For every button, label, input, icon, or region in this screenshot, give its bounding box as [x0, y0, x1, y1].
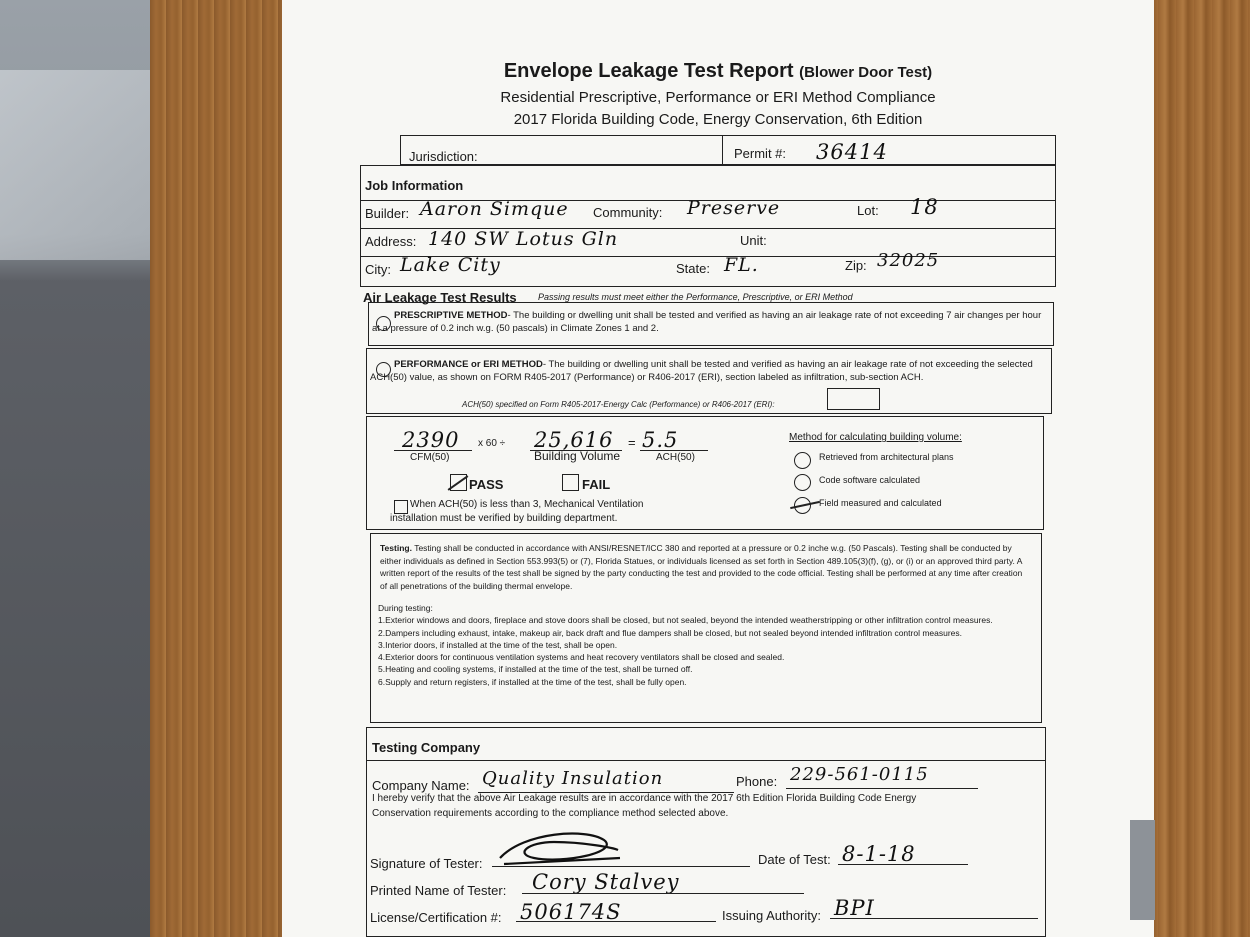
method-title: Method for calculating building volume: — [789, 432, 962, 443]
state-value: FL. — [724, 254, 759, 276]
volume-label: Building Volume — [534, 449, 621, 463]
times-sixty: x 60 ÷ — [478, 438, 506, 449]
zip-value: 32025 — [877, 250, 940, 271]
ach-spec-label: ACH(50) specified on Form R405-2017-Energy Calc (Performance) or R406-2017 (ERI): — [462, 400, 775, 409]
report-subtitle-2: 2017 Florida Building Code, Energy Conservation, 6th Edition — [513, 111, 923, 128]
passing-note: Passing results must meet either the Performance, Prescriptive, or ERI Method — [538, 292, 853, 302]
equals-sign: = — [628, 435, 636, 450]
jurisdiction-row — [400, 135, 1056, 165]
air-leakage-heading: Air Leakage Test Results — [363, 290, 517, 305]
testing-company-box — [366, 727, 1046, 937]
method-option-software: Code software calculated — [819, 475, 921, 485]
verification-line-2: Conservation requirements according to the compliance method selected above. — [372, 808, 729, 819]
unit-label: Unit: — [740, 233, 767, 248]
wood-table-right — [1140, 0, 1250, 937]
company-name-value: Quality Insulation — [482, 768, 664, 789]
printed-name-value: Cory Stalvey — [532, 870, 680, 894]
ach-value: 5.5 — [642, 428, 679, 452]
mv-note-2: installation must be verified by building department. — [390, 513, 618, 524]
jurisdiction-label: Jurisdiction: — [409, 149, 478, 164]
builder-label: Builder: — [365, 206, 410, 221]
zip-label: Zip: — [845, 258, 867, 273]
verification-line-1: I hereby verify that the above Air Leakage results are in accordance with the 2017 6th Edition Florida Building Code Energy — [372, 793, 917, 804]
ach-label: ACH(50) — [656, 452, 695, 463]
method-radio-software[interactable] — [794, 474, 811, 491]
report-subtitle-1: Residential Prescriptive, Performance or ERI Method Compliance — [500, 89, 936, 106]
signature-label: Signature of Tester: — [370, 856, 483, 871]
row-divider — [722, 135, 723, 165]
printed-name-label: Printed Name of Tester: — [370, 883, 507, 898]
testing-company-heading: Testing Company — [372, 740, 481, 755]
mv-note-1: When ACH(50) is less than 3, Mechanical Ventilation — [410, 499, 644, 510]
address-label: Address: — [365, 234, 417, 249]
job-information-heading: Job Information — [365, 178, 464, 193]
date-value: 8-1-18 — [842, 842, 916, 866]
state-label: State: — [676, 261, 710, 276]
cfm-label: CFM(50) — [410, 452, 450, 463]
phone-value: 229-561-0115 — [790, 764, 929, 785]
testing-paragraph: Testing. Testing shall be conducted in accordance with ANSI/RESNET/ICC 380 and reported at a pressure or 0.2 inche w.g. (50 Pascals). Testing shall be conducted by either individuals as defined in Section 553.993(5) or (7), Florida Statues, or individuals licensed as set forth in Section 489.105(3)(f), (g), or (i) or an approved third party. A written report of the results of the test shall be signed by the party conducting the test and provided to the code official. Testing shall be performed at any time after creation of all penetrations of the building thermal envelope. — [380, 543, 1023, 591]
phone-label: Phone: — [736, 774, 778, 789]
method-option-field: Field measured and calculated — [819, 498, 942, 508]
community-value: Preserve — [687, 197, 781, 219]
permit-value: 36414 — [816, 140, 888, 164]
paper-torn-edge — [1130, 820, 1155, 920]
report-title: Envelope Leakage Test Report (Blower Door Test) — [503, 60, 933, 82]
fail-label: FAIL — [582, 477, 611, 492]
builder-value: Aaron Simque — [420, 198, 569, 220]
ach-spec-input[interactable] — [827, 388, 880, 410]
permit-label: Permit #: — [734, 146, 787, 161]
lot-value: 18 — [910, 195, 939, 219]
wood-table-left — [150, 0, 290, 937]
city-value: Lake City — [400, 254, 501, 276]
prescriptive-text: PRESCRIPTIVE METHOD- The building or dwelling unit shall be tested and verified as having an air leakage rate of not exceeding 7 air changes per hour at a pressure of 0.2 inch w.g. (50 pascals) in Climate Zones 1 and 2. — [372, 310, 1042, 334]
pass-label: PASS — [469, 477, 504, 492]
lot-label: Lot: — [857, 203, 879, 218]
address-value: 140 SW Lotus Gln — [428, 228, 619, 250]
performance-text: PERFORMANCE or ERI METHOD- The building or dwelling unit shall be tested and verified as having an air leakage rate of not exceeding the selected ACH(50) value, as shown on FORM R405-2017 (Performance) or R406-2017 (ERI), section labeled as infiltration, sub-section ACH. — [370, 359, 1033, 383]
company-name-label: Company Name: — [372, 778, 470, 793]
license-label: License/Certification #: — [370, 910, 502, 925]
volume-value: 25,616 — [534, 428, 614, 452]
issuing-authority-label: Issuing Authority: — [722, 908, 821, 923]
city-label: City: — [365, 262, 391, 277]
tester-signature — [494, 828, 624, 874]
method-option-plans: Retrieved from architectural plans — [819, 452, 954, 462]
mechanical-ventilation-checkbox[interactable] — [394, 500, 408, 514]
community-label: Community: — [593, 205, 663, 220]
method-radio-plans[interactable] — [794, 452, 811, 469]
date-label: Date of Test: — [758, 852, 831, 867]
license-value: 506174S — [520, 900, 622, 924]
issuing-authority-value: BPI — [834, 896, 875, 920]
during-testing-list: During testing: 1.Exterior windows and doors, fireplace and stove doors shall be closed, but not sealed, beyond the intended weatherstripping or other infiltration control measures. 2.Dampers including exhaust, intake, makeup air, back draft and flue dampers shall be closed, but not sealed beyond intended infiltration control measures. 3.Interior doors, if installed at the time of the test, shall be open. 4.Exterior doors for continuous ventilation systems and heat recovery ventilators shall be closed and sealed. 5.Heating and cooling systems, if installed at the time of the test, shall be turned off. 6.Supply and return registers, if installed at the time of the test, shall be fully open. — [378, 603, 993, 687]
cfm-value: 2390 — [402, 428, 460, 452]
report-paper — [282, 0, 1154, 937]
fail-checkbox[interactable] — [562, 474, 579, 491]
